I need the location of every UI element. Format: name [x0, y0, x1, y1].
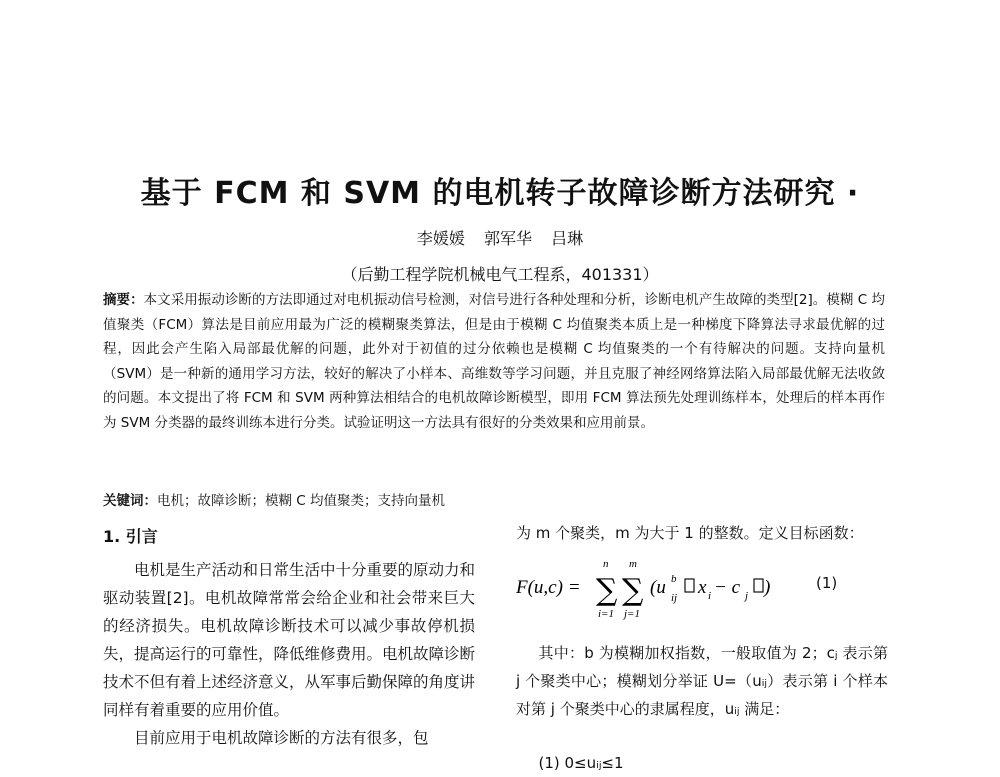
keywords-text: 电机；故障诊断；模糊 C 均值聚类；支持向量机 [157, 493, 446, 509]
abstract-label: 摘要： [103, 292, 144, 308]
abstract-text: 本文采用振动诊断的方法即通过对电机振动信号检测，对信号进行各种处理和分析，诊断电机产生故障的类型[2]。模糊 C 均值聚类（FCM）算法是目前应用最为广泛的模糊聚类算法，但是由于模糊 C 均值聚类本质上是一种梯度下降算法寻求最优解的过程，因此会产生陷入局部最优解的问题，此外对于初值的过分依赖也是模糊 C 均值聚类的一个有待解决的问题。支持向量机（SVM）是一种新的通用学习方法，较好的解决了小样本、高维数等学习问题，并且克服了神经网络算法陷入局部最优解无法收敛的问题。本文提出了将 FCM 和 SVM 两种算法相结合的电机故障诊断模型，即用 FCM 算法预先处理训练样本，处理后的样本再作为 SVM 分类器的最终训练本进行分类。试验证明这一方法具有很好的分类效果和应用前景。 [103, 292, 885, 431]
eq-sum2-symbol: ∑ [622, 573, 644, 608]
eq-sum1-bottom: i=1 [598, 608, 614, 620]
right-column [516, 519, 888, 777]
intro-paragraph-1: 电机是生产活动和日常生活中十分重要的原动力和驱动装置[2]。电机故障常常会给企业和社会带来巨大的经济损失。电机故障诊断技术可以减少事故停机损失，提高运行的可靠性，降低维修费用。电机故障诊断技术不但有着上述经济意义，从军事后勤保障的角度讲同样有着重要的应用价值。 [103, 561, 476, 719]
eq-sum1-symbol: ∑ [596, 573, 618, 608]
keywords [103, 489, 885, 513]
keywords-label: 关键词： [103, 493, 157, 509]
eq-lhs: F(u,c) = [516, 577, 581, 598]
equation-graphic [516, 555, 806, 623]
eq-minus-sub: j [745, 590, 749, 602]
eq-term-sup: b [671, 573, 677, 585]
eq-tail-sub: i [708, 590, 712, 602]
objective-equation [516, 555, 888, 623]
eq-sum2-bottom: j=1 [624, 608, 640, 620]
intro-paragraph-2: 目前应用于电机故障诊断的方法有很多，包 [134, 729, 429, 747]
equation-number: (1) [816, 574, 838, 592]
eq-term: (u [650, 577, 666, 598]
condition-1: (1) 0≤uᵢⱼ≤1 [538, 754, 624, 772]
section-heading-introduction: 1. 引言 [103, 527, 158, 546]
author-list: 李媛媛 郭军华 吕琳 [416, 229, 584, 248]
paper-title: 基于 FCM 和 SVM 的电机转子故障诊断方法研究 · [140, 176, 860, 211]
affiliation: （后勤工程学院机械电气工程系，401331） [341, 265, 659, 284]
eq-sum1-top: n [603, 558, 609, 570]
eq-missing-glyph-box-2 [754, 579, 763, 592]
eq-missing-glyph-box-1 [685, 579, 694, 592]
objective-intro: 为 m 个聚类，m 为大于 1 的整数。定义目标函数： [516, 524, 864, 542]
eq-minus: − c [714, 577, 741, 598]
eq-tail: x [698, 577, 707, 598]
eq-close: ) [764, 577, 771, 598]
abstract [103, 288, 885, 436]
variable-explanation: 其中：b 为模糊加权指数，一般取值为 2；cⱼ 表示第 j 个聚类中心；模糊划分举证 U=（uᵢⱼ）表示第 i 个样本对第 j 个聚类中心的隶属程度，uᵢⱼ 满足： [516, 644, 888, 718]
left-column [103, 524, 475, 752]
eq-term-sub: ij [671, 592, 678, 604]
eq-sum2-top: m [629, 558, 637, 570]
